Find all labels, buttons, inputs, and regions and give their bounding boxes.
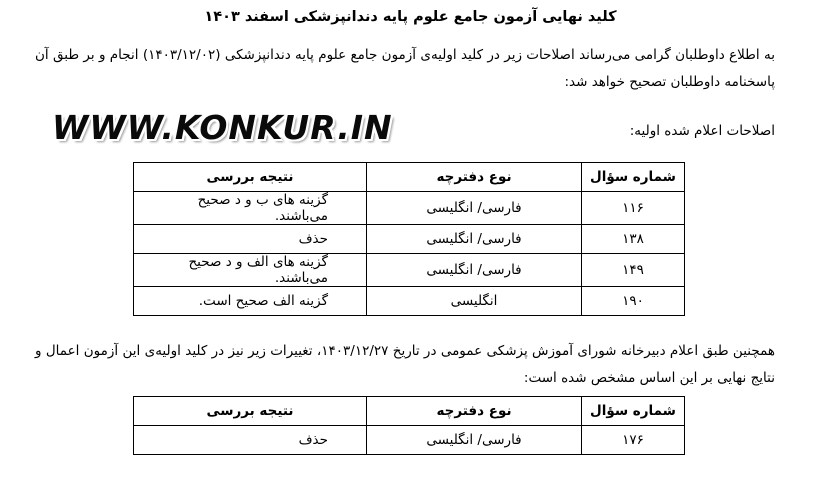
table-row xyxy=(134,225,685,254)
additional-changes-table xyxy=(133,396,685,455)
intro-paragraph: به اطلاع داوطلبان گرامی می‌رساند اصلاحات زیر در کلید اولیه‌ی آزمون جامع علوم پایه دندانپزشکی (۱۴۰۳/۱۲/۰۲) انجام و بر طبق آن پاسخنامه داوطلبان تصحیح خواهد شد: xyxy=(35,47,775,90)
page-title: کلید نهایی آزمون جامع علوم پایه دندانپزشکی اسفند ۱۴۰۳ xyxy=(204,9,617,25)
question-number: ۱۱۶ xyxy=(582,192,685,225)
booklet-type: انگلیسی xyxy=(367,287,582,316)
booklet-type: فارسی/ انگلیسی xyxy=(367,426,582,455)
question-number: ۱۹۰ xyxy=(582,287,685,316)
booklet-type: فارسی/ انگلیسی xyxy=(367,225,582,254)
review-result: گزینه الف صحیح است. xyxy=(134,287,367,316)
question-number: ۱۴۹ xyxy=(582,254,685,287)
review-result: گزینه های الف و د صحیح می‌باشند. xyxy=(134,254,367,287)
table-row xyxy=(134,426,685,455)
second-paragraph: همچنین طبق اعلام دبیرخانه شورای آموزش پزشکی عمومی در تاریخ ۱۴۰۳/۱۲/۲۷، تغییرات زیر نیز در کلید اولیه‌ی این آزمون اعمال و نتایج نهایی بر این اساس مشخص شده است: xyxy=(35,343,775,386)
header-booklet-type: نوع دفترچه xyxy=(367,163,582,192)
question-number: ۱۷۶ xyxy=(582,426,685,455)
table-row xyxy=(134,287,685,316)
table-row xyxy=(134,192,685,225)
question-number: ۱۳۸ xyxy=(582,225,685,254)
table1-label: اصلاحات اعلام شده اولیه: xyxy=(629,123,775,139)
header-question-number: شماره سؤال xyxy=(582,163,685,192)
review-result: حذف xyxy=(134,225,367,254)
header-booklet-type: نوع دفترچه xyxy=(367,397,582,426)
table-header-row xyxy=(134,163,685,192)
corrections-table xyxy=(133,162,685,316)
header-question-number: شماره سؤال xyxy=(582,397,685,426)
review-result: گزینه های ب و د صحیح می‌باشند. xyxy=(134,192,367,225)
review-result: حذف xyxy=(134,426,367,455)
booklet-type: فارسی/ انگلیسی xyxy=(367,254,582,287)
header-review-result: نتیجه بررسی xyxy=(134,397,367,426)
booklet-type: فارسی/ انگلیسی xyxy=(367,192,582,225)
table-header-row xyxy=(134,397,685,426)
header-review-result: نتیجه بررسی xyxy=(134,163,367,192)
table-row xyxy=(134,254,685,287)
watermark-logo: WWW.KONKUR.IN xyxy=(52,108,393,147)
